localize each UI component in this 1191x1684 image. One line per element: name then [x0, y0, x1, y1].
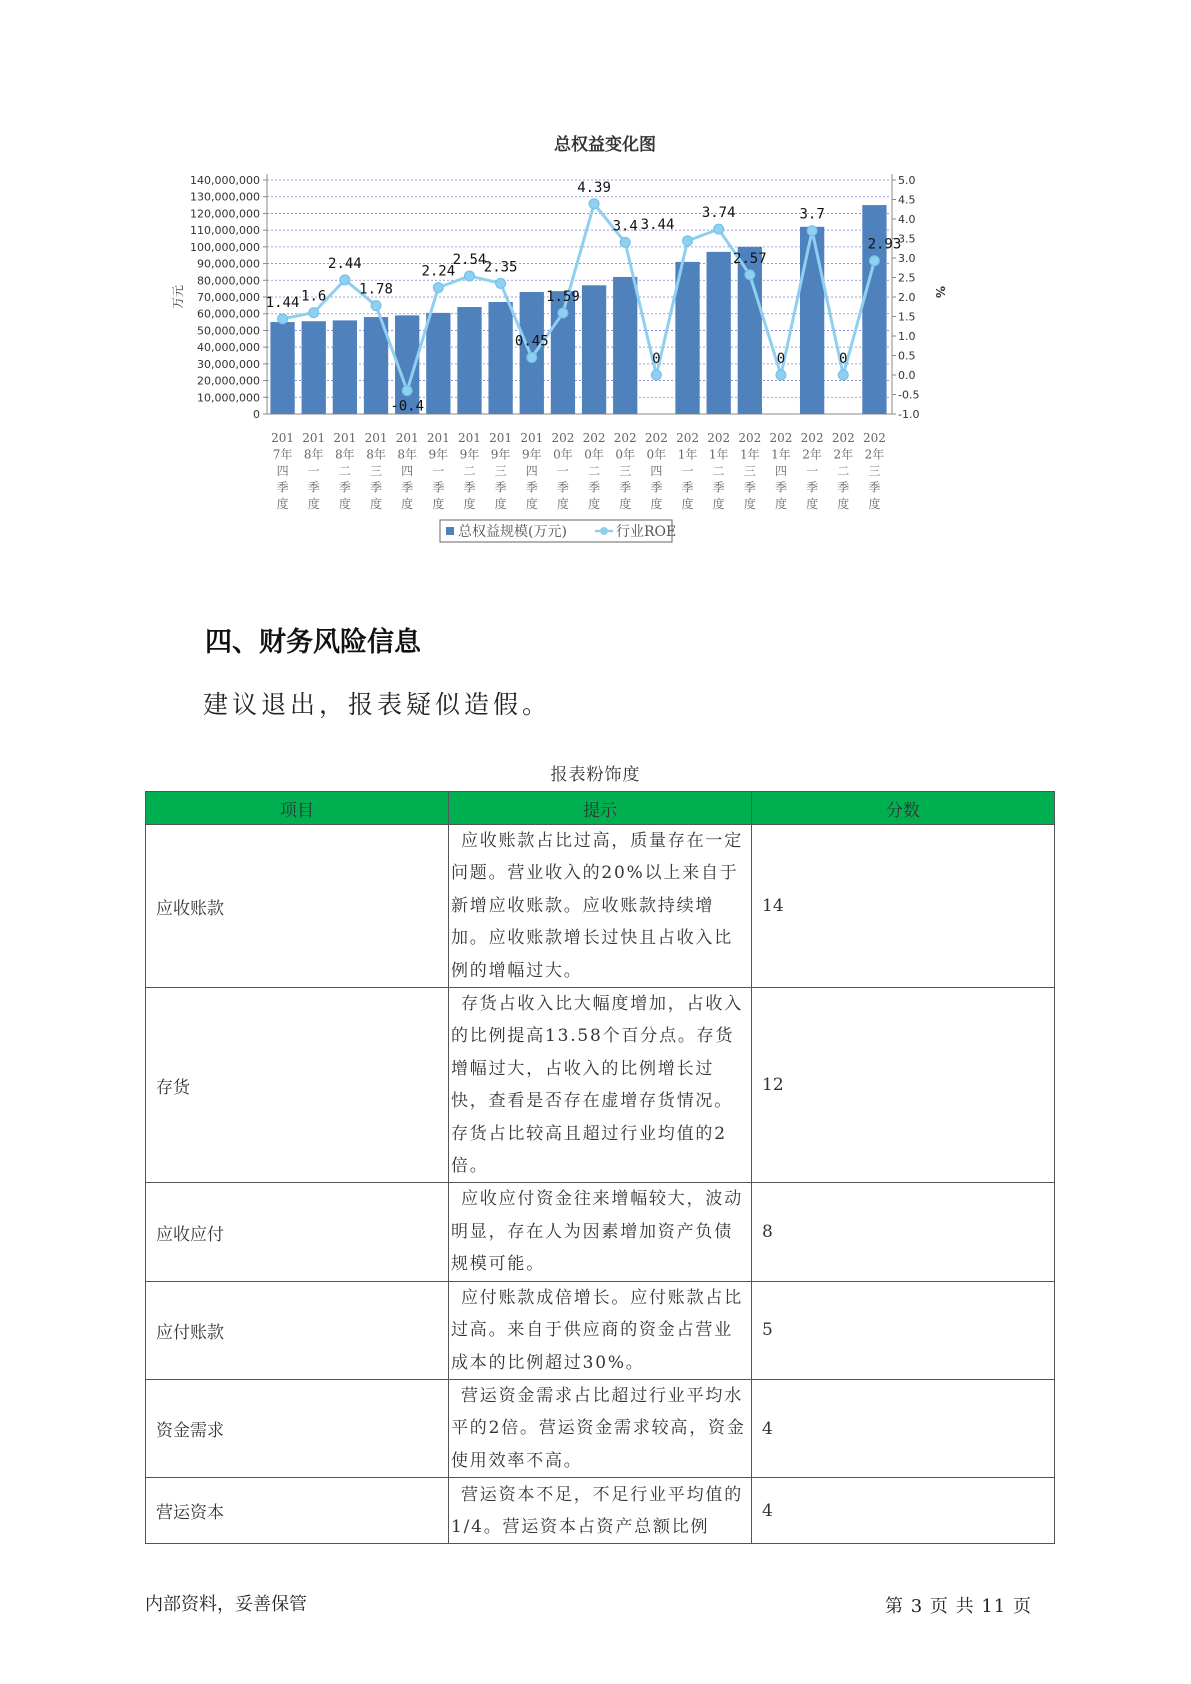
x-tick-label: 季 — [338, 480, 351, 495]
bar — [270, 322, 294, 414]
y-left-tick-label: 70,000,000 — [197, 291, 260, 304]
bar — [333, 320, 357, 414]
row-item: 应收应付 — [146, 1183, 449, 1281]
y-right-tick-label: 1.5 — [898, 310, 916, 324]
y-right-tick-label: -0.5 — [898, 388, 920, 402]
x-tick-label: 二 — [837, 464, 850, 478]
x-tick-label: 度 — [837, 497, 850, 511]
x-tick-label: 201 — [489, 431, 513, 445]
x-tick-label: 季 — [681, 480, 694, 495]
roe-point — [838, 370, 848, 380]
roe-point — [309, 308, 319, 318]
row-item: 应付账款 — [146, 1281, 449, 1379]
row-hint: 应付账款成倍增长。应付账款占比过高。来自于供应商的资金占营业成本的比例超过30%。 — [449, 1281, 752, 1379]
x-tick-label: 度 — [463, 497, 476, 511]
row-score: 8 — [752, 1183, 1055, 1281]
row-score: 4 — [752, 1478, 1055, 1544]
x-tick-label: 9年 — [521, 447, 542, 462]
x-tick-label: 季 — [525, 480, 538, 495]
x-tick-label: 一 — [806, 464, 819, 478]
x-tick-label: 季 — [494, 480, 507, 495]
table-header-row — [146, 792, 1055, 825]
x-tick-label: 季 — [837, 480, 850, 495]
x-tick-label: 202 — [862, 431, 886, 445]
y-left-tick-label: 100,000,000 — [190, 240, 260, 254]
x-tick-label: 202 — [738, 431, 762, 445]
table-row — [146, 825, 1055, 988]
row-score: 4 — [752, 1379, 1055, 1477]
x-tick-label: 四 — [650, 464, 663, 478]
roe-point — [340, 275, 350, 285]
roe-data-label: 0 — [652, 351, 661, 367]
x-tick-label: 二 — [588, 464, 601, 478]
x-tick-label: 201 — [520, 431, 544, 445]
x-tick-label: 度 — [525, 497, 538, 511]
x-tick-label: 202 — [676, 431, 699, 445]
x-tick-label: 202 — [707, 431, 731, 445]
x-tick-label: 季 — [743, 480, 756, 495]
x-tick-label: 季 — [401, 480, 414, 495]
y-right-tick-label: 0.0 — [898, 369, 916, 382]
x-tick-label: 度 — [868, 497, 881, 511]
x-tick-label: 9年 — [428, 447, 449, 462]
x-tick-label: 201 — [395, 431, 419, 445]
y-left-tick-label: 20,000,000 — [197, 374, 260, 388]
bar — [675, 262, 699, 414]
table-row — [146, 1281, 1055, 1379]
roe-data-label: 1.44 — [265, 294, 300, 311]
x-tick-label: 2年 — [833, 447, 854, 462]
x-tick-label: 度 — [681, 497, 694, 511]
roe-point — [496, 278, 506, 288]
x-tick-label: 度 — [401, 497, 414, 511]
x-tick-label: 2年 — [802, 447, 822, 462]
roe-data-label: 2.54 — [452, 251, 487, 268]
roe-point — [714, 224, 724, 234]
x-tick-label: 季 — [806, 480, 819, 495]
x-tick-label: 季 — [712, 480, 725, 495]
x-tick-label: 202 — [831, 431, 855, 445]
x-tick-label: 一 — [432, 464, 445, 478]
row-score: 12 — [752, 988, 1055, 1183]
x-tick-label: 度 — [619, 497, 632, 511]
x-tick-label: 1年 — [708, 447, 729, 462]
x-tick-label: 8年 — [366, 447, 386, 462]
x-tick-label: 四 — [525, 464, 538, 478]
equity-chart — [160, 130, 1040, 590]
x-tick-label: 度 — [556, 497, 569, 511]
x-tick-label: 202 — [613, 431, 637, 445]
x-tick-label: 度 — [650, 497, 663, 511]
table-row — [146, 1379, 1055, 1477]
x-tick-label: 9年 — [459, 447, 480, 462]
footer-confidential: 内部资料，妥善保管 — [145, 1594, 307, 1615]
bar — [457, 307, 481, 414]
x-tick-label: 四 — [401, 464, 414, 478]
roe-point — [527, 352, 537, 362]
x-tick-label: 201 — [333, 431, 357, 445]
roe-data-label: 1.78 — [359, 281, 393, 298]
y-left-tick-label: 110,000,000 — [190, 224, 260, 238]
roe-point — [683, 236, 693, 246]
roe-point — [745, 270, 755, 280]
bar — [488, 302, 512, 414]
roe-point — [464, 271, 474, 281]
x-tick-label: 季 — [774, 480, 787, 495]
y-left-tick-label: 30,000,000 — [197, 357, 260, 371]
y-left-tick-label: 90,000,000 — [197, 257, 260, 271]
roe-data-label: 2.44 — [328, 255, 362, 272]
x-tick-label: 0年 — [553, 447, 573, 462]
roe-data-label: 2.93 — [867, 236, 902, 253]
table-caption: 报表粉饰度 — [550, 765, 641, 785]
risk-table — [145, 791, 1055, 1544]
x-tick-label: 季 — [556, 480, 569, 495]
y-left-tick-label: 120,000,000 — [190, 207, 260, 221]
roe-point — [402, 386, 412, 396]
y-left-tick-label: 10,000,000 — [197, 391, 260, 405]
x-tick-label: 一 — [681, 464, 694, 478]
x-tick-label: 三 — [868, 464, 881, 478]
x-tick-label: 三 — [619, 464, 632, 478]
roe-data-label: 3.4 — [612, 218, 638, 235]
x-tick-label: 202 — [769, 431, 793, 445]
y-right-tick-label: 3.0 — [898, 252, 916, 265]
roe-data-label: 0 — [839, 351, 848, 367]
row-hint: 存货占收入比大幅度增加，占收入的比例提高13.58个百分点。存货增幅过大，占收入的比例增长过快，查看是否存在虚增存货情况。存货占比较高且超过行业均值的2倍。 — [449, 988, 752, 1183]
x-tick-label: 2年 — [864, 447, 885, 462]
bar — [707, 252, 731, 414]
x-tick-label: 8年 — [335, 447, 355, 462]
row-hint: 应收应付资金往来增幅较大，波动明显，存在人为因素增加资产负债规模可能。 — [449, 1183, 752, 1281]
roe-data-label: 0.45 — [514, 333, 549, 350]
x-tick-label: 度 — [712, 497, 725, 511]
roe-data-label: 3.74 — [701, 205, 736, 222]
x-tick-label: 202 — [551, 431, 575, 445]
chart-title: 总权益变化图 — [554, 135, 656, 155]
roe-data-label: 1.59 — [546, 288, 580, 305]
x-tick-label: 8年 — [303, 447, 324, 462]
x-tick-label: 201 — [271, 431, 295, 445]
x-tick-label: 二 — [463, 464, 476, 478]
roe-data-label: 2.24 — [421, 263, 456, 280]
x-tick-label: 三 — [494, 464, 507, 478]
roe-data-label: 4.39 — [577, 179, 611, 196]
roe-data-label: 3.7 — [799, 206, 825, 223]
roe-point — [776, 370, 786, 380]
x-tick-label: 三 — [370, 464, 383, 478]
roe-point — [869, 256, 879, 266]
roe-point — [807, 226, 817, 236]
x-tick-label: 度 — [494, 497, 507, 511]
x-tick-label: 季 — [619, 480, 632, 495]
x-tick-label: 四 — [276, 464, 289, 478]
y-right-tick-label: -1.0 — [898, 408, 920, 421]
roe-data-label: 0 — [776, 351, 786, 367]
x-tick-label: 季 — [650, 480, 663, 495]
x-tick-label: 201 — [364, 431, 388, 445]
roe-point — [558, 308, 568, 318]
x-tick-label: 一 — [307, 464, 320, 478]
x-tick-label: 201 — [426, 431, 450, 445]
y-left-tick-label: 130,000,000 — [190, 190, 260, 204]
header-hint: 提示 — [449, 792, 752, 825]
x-tick-label: 二 — [712, 464, 725, 478]
table-row — [146, 1478, 1055, 1544]
bar — [800, 227, 824, 414]
x-tick-label: 季 — [370, 480, 383, 495]
x-tick-label: 度 — [743, 497, 756, 511]
x-tick-label: 202 — [800, 431, 824, 445]
row-hint: 营运资金需求占比超过行业平均水平的2倍。营运资金需求较高，资金使用效率不高。 — [449, 1379, 752, 1477]
roe-point — [620, 237, 630, 247]
row-hint — [449, 1478, 752, 1544]
x-tick-label: 度 — [588, 497, 601, 511]
x-tick-label: 季 — [276, 480, 289, 495]
y-left-axis-title: 万元 — [171, 284, 185, 310]
bar — [582, 285, 606, 414]
x-tick-label: 四 — [774, 464, 787, 478]
x-tick-label: 201 — [302, 431, 326, 445]
legend-line-marker — [600, 527, 608, 535]
y-right-tick-label: 1.0 — [898, 330, 916, 343]
y-right-axis-title: % — [933, 285, 947, 299]
x-tick-label: 0年 — [646, 447, 667, 462]
roe-data-label: 2.35 — [483, 259, 518, 276]
x-tick-label: 度 — [370, 497, 383, 511]
roe-point — [278, 314, 288, 324]
legend-bar-swatch — [446, 527, 454, 535]
y-right-tick-label: 5.0 — [898, 174, 916, 187]
roe-point — [371, 301, 381, 311]
x-tick-label: 7年 — [272, 447, 293, 462]
y-left-tick-label: 50,000,000 — [197, 324, 260, 338]
row-item: 存货 — [146, 988, 449, 1183]
x-tick-label: 度 — [307, 497, 320, 511]
x-tick-label: 季 — [588, 480, 601, 495]
y-left-tick-label: 140,000,000 — [190, 174, 260, 187]
x-tick-label: 202 — [644, 431, 668, 445]
y-left-tick-label: 80,000,000 — [197, 274, 260, 288]
x-tick-label: 度 — [338, 497, 351, 511]
x-tick-label: 1年 — [771, 447, 791, 462]
x-tick-label: 季 — [307, 480, 320, 495]
table-row — [146, 988, 1055, 1183]
roe-point — [651, 370, 661, 380]
row-hint: 应收账款占比过高，质量存在一定问题。营业收入的20%以上来自于新增应收账款。应收账款持续增加。应收账款增长过快且占收入比例的增幅过大。 — [449, 825, 752, 988]
x-tick-label: 0年 — [584, 447, 604, 462]
row-item: 应收账款 — [146, 825, 449, 988]
roe-data-label: -0.4 — [390, 398, 425, 415]
footer-page-number: 第 3 页 共 11 页 — [885, 1596, 1032, 1617]
x-tick-label: 三 — [743, 464, 756, 478]
y-right-tick-label: 3.5 — [898, 232, 916, 246]
row-hint-text: 营运资本不足，不足行业平均值的1/4。营运资本占资产总额比例 — [451, 1484, 743, 1538]
x-tick-label: 一 — [556, 464, 569, 478]
roe-data-label: 3.44 — [640, 216, 675, 233]
x-tick-label: 8年 — [397, 447, 417, 462]
bar — [426, 313, 450, 414]
x-tick-label: 度 — [806, 497, 819, 511]
advice-text: 建议退出，报表疑似造假。 — [203, 690, 552, 719]
y-left-tick-label: 0 — [253, 408, 260, 421]
y-left-tick-label: 40,000,000 — [197, 341, 260, 355]
x-tick-label: 季 — [432, 480, 445, 495]
legend-line-label: 行业ROE — [616, 524, 677, 540]
row-item: 营运资本 — [146, 1478, 449, 1544]
x-tick-label: 202 — [582, 431, 606, 445]
row-score: 14 — [752, 825, 1055, 988]
x-tick-label: 1年 — [677, 447, 698, 462]
roe-data-label: 2.57 — [732, 250, 767, 267]
row-score: 5 — [752, 1281, 1055, 1379]
y-right-tick-label: 4.0 — [898, 213, 916, 226]
section-heading: 四、财务风险信息 — [205, 627, 421, 658]
roe-point — [433, 283, 443, 293]
roe-point — [589, 199, 599, 209]
row-item: 资金需求 — [146, 1379, 449, 1477]
x-tick-label: 0年 — [615, 447, 636, 462]
bar — [613, 277, 637, 414]
y-right-tick-label: 2.5 — [898, 271, 916, 285]
x-tick-label: 度 — [432, 497, 445, 511]
x-tick-label: 9年 — [490, 447, 511, 462]
y-right-tick-label: 2.0 — [898, 291, 916, 304]
header-score: 分数 — [752, 792, 1055, 825]
x-tick-label: 201 — [458, 431, 481, 445]
x-tick-label: 季 — [868, 480, 881, 495]
x-tick-label: 度 — [276, 497, 289, 511]
y-right-tick-label: 4.5 — [898, 193, 916, 207]
legend-bar-label: 总权益规模(万元) — [458, 524, 567, 540]
bar — [302, 321, 326, 414]
y-left-tick-label: 60,000,000 — [197, 307, 260, 321]
roe-data-label: 1.6 — [301, 288, 327, 305]
x-tick-label: 季 — [463, 480, 476, 495]
x-tick-label: 度 — [774, 497, 787, 511]
header-item: 项目 — [146, 792, 449, 825]
x-tick-label: 1年 — [740, 447, 760, 462]
y-right-tick-label: 0.5 — [898, 349, 916, 363]
x-tick-label: 二 — [338, 464, 351, 478]
table-row — [146, 1183, 1055, 1281]
